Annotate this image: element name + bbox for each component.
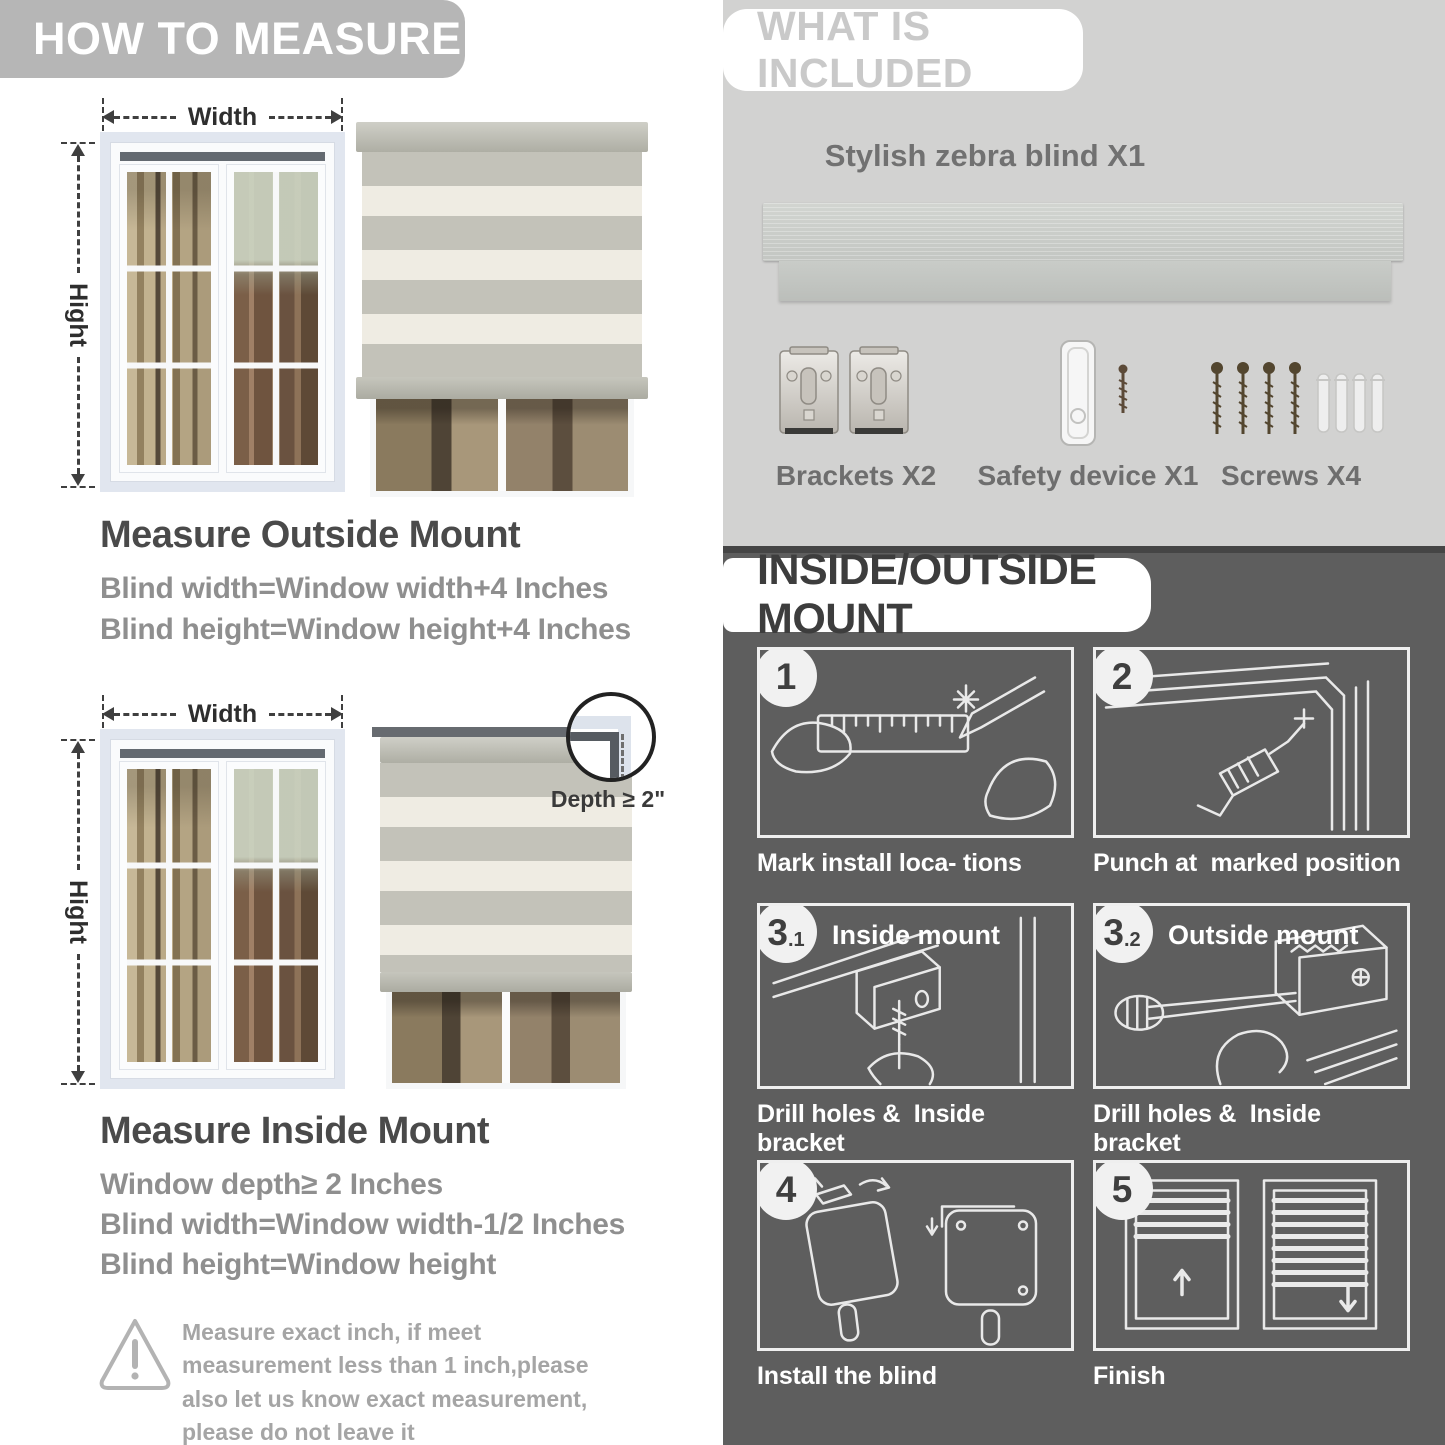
- outside-mount-window-illustration: [100, 132, 345, 492]
- step-3-2-outside-mount: [1093, 903, 1410, 1158]
- inside-mount-depth-rule: Window depth≥ 2 Inches: [100, 1168, 443, 1201]
- mount-section-header: INSIDE/OUTSIDE MOUNT: [723, 558, 1151, 632]
- step-4-install-blind: [757, 1160, 1074, 1391]
- how-to-measure-header: [0, 0, 465, 78]
- step-caption: Finish: [1093, 1362, 1166, 1390]
- arrow-up-icon: [71, 144, 85, 156]
- step-title: Outside mount: [1168, 920, 1359, 950]
- step-caption: Drill holes & Inside bracket: [757, 1100, 992, 1157]
- height-measure-arrow-inside: [60, 739, 96, 1085]
- inside-outside-mount-section: [723, 546, 1445, 1445]
- depth-requirement-label: Depth ≥ 2": [550, 786, 666, 812]
- step-badge: 2: [1093, 647, 1153, 707]
- step-caption: Drill holes & Inside bracket: [1093, 1100, 1328, 1157]
- width-measure-arrow-inside: [102, 701, 343, 727]
- window-sash-left: [120, 762, 218, 1069]
- blind-cassette: [356, 122, 648, 152]
- outside-mount-blind-illustration: [362, 122, 642, 497]
- step-caption: Punch at marked position: [1093, 849, 1401, 877]
- arrow-up-icon: [71, 741, 85, 753]
- arrow-left-icon: [102, 707, 114, 721]
- step-title: Inside mount: [832, 920, 1000, 950]
- step-3-1-inside-mount: [757, 903, 1074, 1158]
- blind-bottom-rail: [380, 972, 632, 992]
- step-badge: 3 .1: [757, 903, 817, 963]
- depth-magnifier-icon: [566, 692, 656, 782]
- how-to-measure-title: HOW TO MEASURE: [33, 13, 462, 64]
- step-caption: Install the blind: [757, 1362, 937, 1390]
- outside-mount-title: Measure Outside Mount: [100, 514, 521, 556]
- product-label: Stylish zebra blind X1: [824, 138, 1146, 173]
- window-under-blind: [386, 992, 626, 1089]
- step-badge: 4: [757, 1160, 817, 1220]
- step-2-punch-position: [1093, 647, 1410, 878]
- safety-device-label: Safety device X1: [977, 460, 1199, 491]
- blind-headrail-illustration: [763, 203, 1403, 261]
- blind-bottom-rail: [356, 377, 648, 399]
- arrow-right-icon: [331, 707, 343, 721]
- screws-icon: [1203, 360, 1388, 452]
- step-badge: 5: [1093, 1160, 1153, 1220]
- outside-mount-formula-height: Blind height=Window height+4 Inches: [100, 613, 631, 646]
- inside-mount-window-illustration: [100, 729, 345, 1089]
- inside-mount-blind-illustration: [380, 727, 632, 1089]
- warning-triangle-icon: [95, 1312, 175, 1396]
- inside-mount-title: Measure Inside Mount: [100, 1110, 490, 1152]
- arrow-down-icon: [71, 1071, 85, 1083]
- window-under-blind: [370, 399, 634, 497]
- height-label: Hight: [64, 283, 93, 347]
- height-label: Hight: [64, 880, 93, 944]
- arrow-right-icon: [331, 110, 343, 124]
- inside-mount-formula-width: Blind width=Window width-1/2 Inches: [100, 1208, 626, 1241]
- window-sash-right: [227, 165, 325, 472]
- arrow-down-icon: [71, 474, 85, 486]
- step-badge: 1: [757, 647, 817, 707]
- width-label: Width: [187, 699, 258, 728]
- step-1-mark-locations: [757, 647, 1074, 878]
- step-caption: Mark install loca- tions: [757, 849, 1022, 877]
- step-badge: 3 .2: [1093, 903, 1153, 963]
- screws-label: Screws X4: [1220, 460, 1362, 491]
- window-sash-left: [120, 165, 218, 472]
- width-label: Width: [187, 102, 258, 131]
- blind-headrail-fascia: [779, 261, 1391, 301]
- width-measure-arrow: [102, 104, 343, 130]
- brackets-icon: [777, 344, 917, 444]
- what-is-included-section: [723, 0, 1445, 546]
- measurement-warning-text: Measure exact inch, if meet measurement less than 1 inch,please also let us know exact measurement, please do not leave it: [182, 1319, 589, 1445]
- safety-device-icon: [1045, 338, 1145, 450]
- step-5-finish: [1093, 1160, 1410, 1391]
- blind-stripes: [362, 152, 642, 377]
- brackets-label: Brackets X2: [775, 460, 937, 491]
- outside-mount-formula-width: Blind width=Window width+4 Inches: [100, 572, 609, 605]
- inside-mount-formula-height: Blind height=Window height: [100, 1248, 497, 1281]
- what-is-included-header: WHAT IS INCLUDED: [723, 9, 1083, 91]
- height-measure-arrow: [60, 142, 96, 488]
- window-sash-right: [227, 762, 325, 1069]
- arrow-left-icon: [102, 110, 114, 124]
